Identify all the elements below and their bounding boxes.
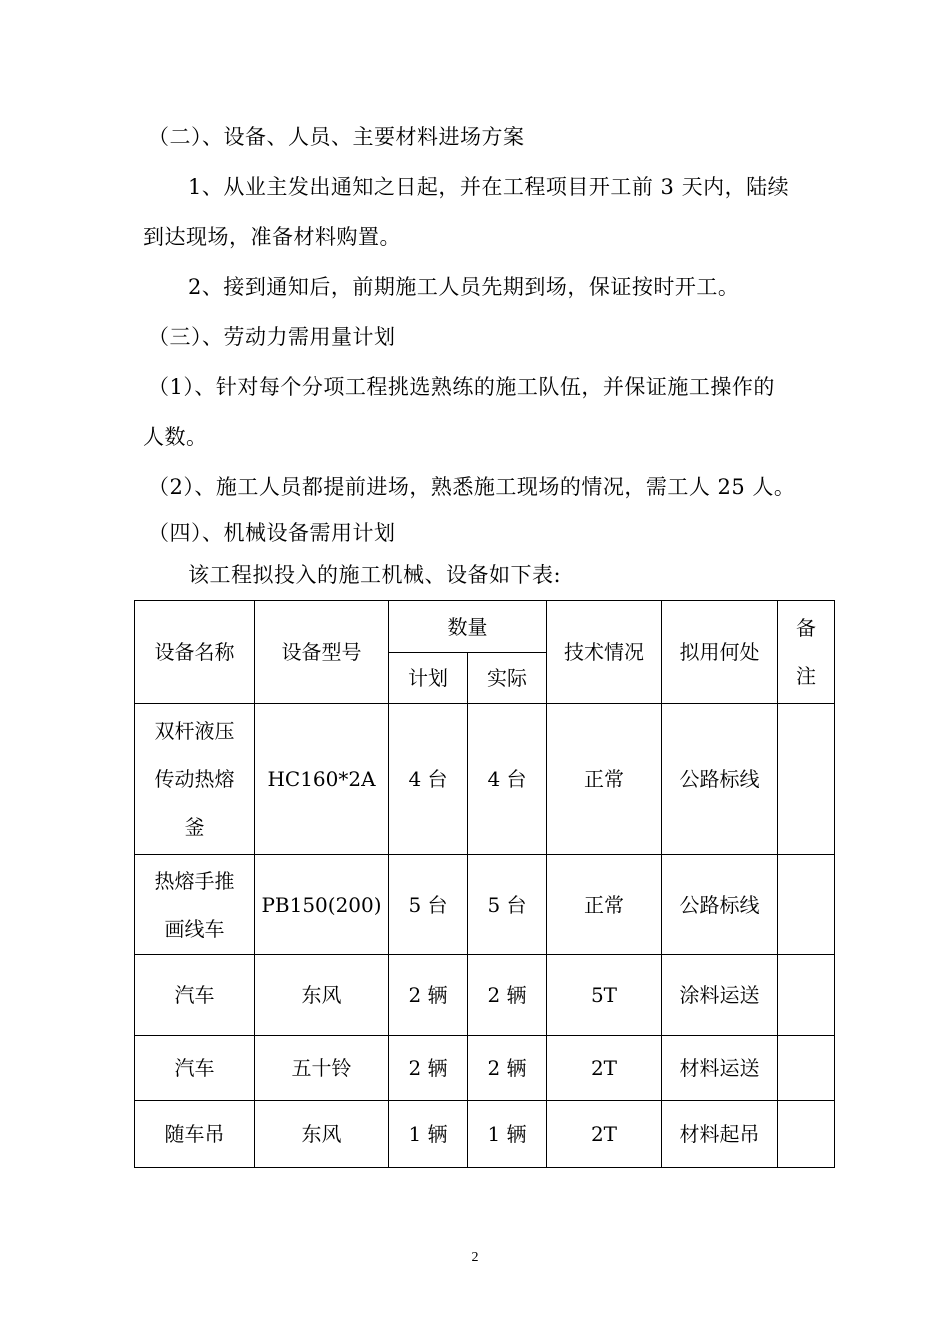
cell-plan: 4 台 [389, 704, 468, 855]
cell-name [135, 855, 255, 955]
cell-use: 公路标线 [662, 704, 778, 855]
cell-use: 涂料运送 [662, 955, 778, 1036]
cell-name [135, 1101, 255, 1168]
cell-note [778, 704, 835, 855]
paragraph-item-1-line-1: 1、从业主发出通知之日起，并在工程项目开工前 3 天内，陆续 [188, 175, 790, 199]
paragraph-section-2-title: （二）、设备、人员、主要材料进场方案 [148, 125, 525, 149]
cell-use: 材料起吊 [662, 1101, 778, 1168]
cell-tech: 正常 [547, 704, 662, 855]
header-model: 设备型号 [255, 601, 389, 704]
cell-name-line: 传动热熔 [154, 767, 235, 791]
paragraph-sub-1-line-2: 人数。 [143, 425, 208, 449]
header-tech: 技术情况 [547, 601, 662, 704]
cell-note [778, 855, 835, 955]
paragraph-sub-2: （2）、施工人员都提前进场，熟悉施工现场的情况，需工人 25 人。 [148, 475, 796, 499]
paragraph-sub-1-line-1: （1）、针对每个分项工程挑选熟练的施工队伍，并保证施工操作的 [148, 375, 775, 399]
table-row [135, 1036, 835, 1101]
cell-tech: 正常 [547, 855, 662, 955]
header-note-line-2: 注 [796, 664, 816, 688]
cell-name-line: 热熔手推 [154, 868, 235, 893]
paragraph-item-1-line-2: 到达现场，准备材料购置。 [143, 225, 401, 249]
cell-model: 东风 [255, 1101, 389, 1168]
cell-name-line: 釜 [184, 815, 205, 839]
equipment-table [134, 600, 835, 1168]
cell-actual: 2 辆 [468, 1036, 547, 1101]
cell-tech: 2T [547, 1036, 662, 1101]
cell-name [135, 704, 255, 855]
cell-tech: 5T [547, 955, 662, 1036]
cell-actual: 1 辆 [468, 1101, 547, 1168]
cell-plan: 5 台 [389, 855, 468, 955]
paragraph-item-2: 2、接到通知后，前期施工人员先期到场，保证按时开工。 [188, 275, 740, 299]
header-note [778, 601, 835, 704]
header-use: 拟用何处 [662, 601, 778, 704]
cell-use: 公路标线 [662, 855, 778, 955]
header-note-line-1: 备 [796, 616, 816, 640]
header-plan: 计划 [389, 653, 468, 704]
cell-model: HC160*2A [255, 704, 389, 855]
paragraph-section-4-title: （四）、机械设备需用计划 [148, 521, 396, 545]
cell-name-line: 随车吊 [164, 1122, 225, 1146]
cell-plan: 2 辆 [389, 1036, 468, 1101]
cell-name-line: 汽车 [174, 983, 215, 1007]
cell-note [778, 1036, 835, 1101]
cell-plan: 2 辆 [389, 955, 468, 1036]
table-row [135, 955, 835, 1036]
cell-actual: 4 台 [468, 704, 547, 855]
table-row [135, 1101, 835, 1168]
page-number: 2 [471, 1250, 479, 1265]
cell-tech: 2T [547, 1101, 662, 1168]
cell-use: 材料运送 [662, 1036, 778, 1101]
paragraph-table-intro: 该工程拟投入的施工机械、设备如下表: [188, 563, 562, 587]
header-actual: 实际 [468, 653, 547, 704]
cell-name-line: 画线车 [164, 916, 225, 941]
cell-plan: 1 辆 [389, 1101, 468, 1168]
cell-actual: 5 台 [468, 855, 547, 955]
cell-actual: 2 辆 [468, 955, 547, 1036]
cell-model: PB150(200) [255, 855, 389, 955]
cell-model: 东风 [255, 955, 389, 1036]
table-row [135, 704, 835, 855]
cell-name-line: 双杆液压 [154, 719, 235, 743]
cell-note [778, 1101, 835, 1168]
cell-name [135, 1036, 255, 1101]
header-quantity: 数量 [389, 601, 547, 653]
cell-model: 五十铃 [255, 1036, 389, 1101]
table-row [135, 855, 835, 955]
cell-name-line: 汽车 [174, 1056, 215, 1080]
header-name: 设备名称 [135, 601, 255, 704]
table-header-row [135, 601, 835, 653]
cell-name [135, 955, 255, 1036]
paragraph-section-3-title: （三）、劳动力需用量计划 [148, 325, 396, 349]
cell-note [778, 955, 835, 1036]
